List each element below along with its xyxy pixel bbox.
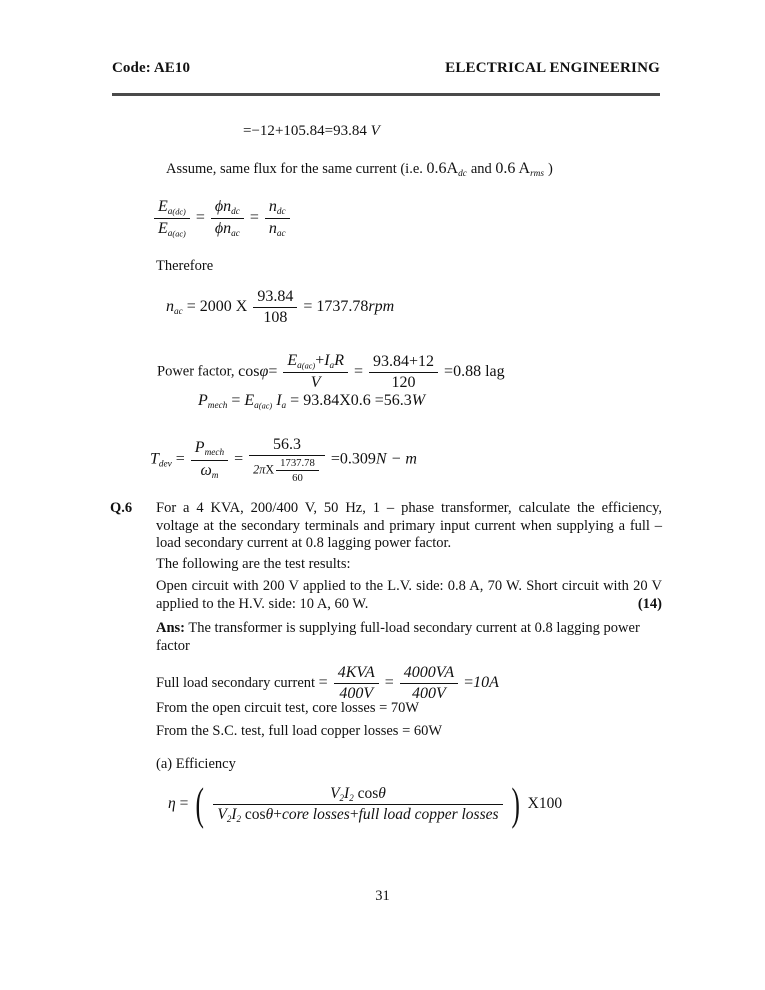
tdev-equals-2: = bbox=[234, 450, 244, 468]
header-code: Code: AE10 bbox=[112, 60, 191, 76]
nac-lhs: n bbox=[166, 298, 174, 316]
tdev-omega-sub: m bbox=[211, 470, 219, 481]
tdev-equals-1: = bbox=[175, 450, 185, 468]
tdev-result: 0.309 bbox=[339, 450, 376, 468]
ratio-n2-den-sub: ac bbox=[276, 229, 286, 240]
ratio-n-num: n bbox=[223, 198, 232, 215]
nac-frac-den: 108 bbox=[263, 309, 288, 326]
therefore-label: Therefore bbox=[156, 258, 214, 274]
equation-emf-result bbox=[243, 123, 380, 140]
ratio-E-num-sub-dc: (dc) bbox=[172, 207, 186, 217]
eff-num-I: I bbox=[344, 785, 350, 802]
eff-den-plus1: + bbox=[273, 806, 282, 823]
pf-E: E bbox=[287, 352, 298, 369]
eff-den-cos: cos bbox=[244, 806, 266, 823]
flsc-num1: 4KVA bbox=[334, 664, 379, 684]
nac-equals-1: = bbox=[186, 298, 196, 316]
flsc-result: 10A bbox=[473, 674, 499, 692]
tdev-lhs: T bbox=[150, 450, 159, 468]
tdev-inner-den: 60 bbox=[292, 472, 303, 484]
ratio-E-den-sub-ac: (ac) bbox=[172, 229, 186, 239]
eff-paren-open: ( bbox=[195, 778, 205, 830]
eff-den-V-sub: 2 bbox=[226, 813, 232, 824]
answer-intro-text: The transformer is supplying full-load secondary current at 0.8 lagging power factor bbox=[156, 620, 640, 654]
pf-den2: 120 bbox=[391, 373, 416, 391]
eff-hundred: 100 bbox=[538, 795, 563, 813]
page-number: 31 bbox=[375, 888, 390, 904]
ratio-n-den: n bbox=[223, 220, 232, 238]
pmech-v1: 93.84 bbox=[303, 392, 340, 409]
pmech-equals-1: = bbox=[231, 392, 241, 409]
eq1-value-105: 105.84 bbox=[283, 123, 325, 139]
pmech-I-sub: a bbox=[281, 401, 287, 412]
eff-num-V: V bbox=[330, 785, 340, 802]
assume-flux-line bbox=[166, 160, 646, 184]
pmech-E: E bbox=[244, 392, 255, 409]
pf-equals-3: = bbox=[444, 362, 454, 380]
pmech-E-sub-ac: (ac) bbox=[258, 401, 273, 411]
pf-R: R bbox=[334, 352, 344, 369]
pf-lag: lag bbox=[485, 362, 505, 380]
equation-full-load-current bbox=[156, 664, 499, 703]
pf-I-sub: a bbox=[329, 361, 335, 372]
eff-num-theta: θ bbox=[378, 785, 386, 802]
pf-num2: 93.84+12 bbox=[369, 353, 438, 373]
flsc-equals-2: = bbox=[384, 674, 394, 692]
ratio-phi-num: ϕ bbox=[214, 198, 224, 215]
pf-V: V bbox=[310, 374, 321, 392]
ratio-phi-den: ϕ bbox=[214, 220, 224, 238]
equation-n-ac bbox=[166, 288, 394, 327]
nac-frac-num: 93.84 bbox=[253, 288, 297, 308]
assume-rms-subscript: rms bbox=[530, 169, 544, 180]
pf-E-sub-ac: (ac) bbox=[301, 361, 316, 371]
eff-den-copper: full load copper losses bbox=[358, 806, 499, 823]
pmech-equals-2: = bbox=[290, 392, 300, 409]
pf-cos: cos bbox=[238, 362, 260, 380]
tdev-lhs-sub: dev bbox=[158, 459, 172, 470]
eff-den-I-sub: 2 bbox=[236, 813, 242, 824]
pf-equals-1: = bbox=[268, 362, 278, 380]
pmech-unit: W bbox=[411, 392, 426, 409]
part-a-label: (a) Efficiency bbox=[156, 756, 236, 772]
eq1-minus12: −12 bbox=[251, 123, 275, 139]
eff-den-theta: θ bbox=[265, 806, 274, 823]
equation-emf-ratio bbox=[152, 198, 292, 239]
eq1-equals: = bbox=[243, 123, 252, 139]
header-subject: ELECTRICAL ENGINEERING bbox=[445, 60, 660, 76]
pmech-equals-3: = bbox=[374, 392, 384, 409]
eff-paren-close: ) bbox=[511, 778, 521, 830]
eff-times: X bbox=[527, 795, 539, 813]
pf-result: 0.88 bbox=[453, 362, 482, 380]
assume-close-paren: ) bbox=[547, 161, 553, 177]
pmech-v2: 0.6 bbox=[350, 392, 371, 409]
tdev-P-sub: mech bbox=[204, 448, 225, 459]
ratio-n-den-sub: ac bbox=[231, 229, 240, 240]
pf-label: Power factor, bbox=[157, 363, 235, 380]
ratio-equals-2: = bbox=[249, 209, 259, 227]
eq1-equals-2: = bbox=[324, 123, 334, 139]
tdev-P: P bbox=[194, 439, 205, 457]
test-results-block bbox=[156, 578, 662, 613]
eff-equals: = bbox=[179, 795, 189, 813]
question-number: Q.6 bbox=[110, 500, 133, 516]
flsc-den1: 400V bbox=[339, 685, 374, 702]
pmech-lhs: P bbox=[198, 392, 208, 409]
flsc-label: Full load secondary current bbox=[156, 675, 316, 692]
tdev-den-times: X bbox=[265, 462, 275, 477]
pf-equals-2: = bbox=[353, 362, 363, 380]
eq1-plus: + bbox=[274, 123, 284, 139]
nac-2000: 2000 bbox=[199, 298, 232, 316]
flsc-num2: 4000VA bbox=[400, 664, 458, 684]
eq1-unit-volt: V bbox=[370, 123, 380, 139]
answer-label: Ans: bbox=[156, 620, 186, 636]
equation-power-factor bbox=[157, 352, 505, 392]
flsc-den2: 400V bbox=[412, 685, 446, 702]
ratio-n2-den: n bbox=[268, 220, 277, 238]
tdev-num2: 56.3 bbox=[249, 436, 325, 456]
flsc-equals-1: = bbox=[318, 674, 328, 692]
pf-phi: φ bbox=[259, 362, 269, 380]
assume-rms-value: 0.6 A bbox=[495, 160, 531, 177]
ratio-n2-num-sub: dc bbox=[276, 207, 286, 218]
tdev-inner-num: 1737.78 bbox=[276, 457, 319, 471]
eq1-value-93: 93.84 bbox=[333, 123, 367, 139]
eff-den-plus2: + bbox=[349, 806, 359, 823]
answer-intro-block bbox=[156, 620, 662, 655]
assume-text: Assume, same flux for the same current (i.e. bbox=[166, 161, 423, 177]
pf-E-sub-a: a bbox=[297, 361, 302, 372]
tdev-unit: N − m bbox=[375, 450, 417, 468]
ratio-n2-num: n bbox=[268, 198, 277, 215]
nac-result: 1737.78 bbox=[316, 298, 369, 316]
tdev-equals-3: = bbox=[330, 450, 340, 468]
eff-num-I-sub: 2 bbox=[349, 792, 354, 803]
tdev-2pi: 2π bbox=[253, 462, 266, 477]
test-results-text: Open circuit with 200 V applied to the L.V. side: 0.8 A, 70 W. Short circuit with 20 V applied to the H.V. side: 10 A, 60 W. bbox=[156, 578, 662, 612]
ratio-equals-1: = bbox=[195, 209, 205, 227]
nac-equals-2: = bbox=[303, 298, 313, 316]
assume-dc-subscript: dc bbox=[458, 169, 467, 180]
assume-and: and bbox=[470, 161, 492, 177]
eff-eta: η bbox=[168, 795, 176, 813]
nac-unit: rpm bbox=[368, 298, 395, 316]
equation-t-dev bbox=[150, 436, 417, 484]
nac-times: X bbox=[235, 298, 248, 316]
header-divider bbox=[112, 93, 660, 96]
eff-num-cos: cos bbox=[357, 785, 379, 802]
nac-lhs-sub: ac bbox=[174, 307, 183, 318]
ratio-E-num-sub-a: a bbox=[167, 207, 173, 218]
ratio-E-den: E bbox=[158, 220, 168, 238]
ratio-E-den-sub-a: a bbox=[167, 229, 173, 240]
assume-dc-value: 0.6A bbox=[426, 160, 459, 177]
pmech-lhs-sub: mech bbox=[207, 401, 228, 412]
pmech-result: 56.3 bbox=[383, 392, 412, 409]
eff-num-V-sub: 2 bbox=[339, 792, 345, 803]
pf-plus: + bbox=[315, 352, 325, 369]
equation-p-mech bbox=[198, 392, 425, 411]
test-results-intro: The following are the test results: bbox=[156, 556, 351, 572]
pmech-E-sub-a: a bbox=[254, 401, 259, 412]
equation-efficiency bbox=[168, 778, 563, 830]
question-marks: (14) bbox=[637, 595, 662, 612]
question-text: For a 4 KVA, 200/400 V, 50 Hz, 1 – phase transformer, calculate the efficiency, voltage at the secondary terminals and primary input current when supplying a full – load secondary current at 0.8 lagging power factor. bbox=[156, 500, 662, 552]
pmech-times: X bbox=[339, 392, 351, 409]
pmech-I: I bbox=[276, 392, 282, 409]
ratio-n-num-sub: dc bbox=[231, 207, 240, 218]
pf-I: I bbox=[324, 352, 330, 369]
flsc-equals-3: = bbox=[464, 674, 474, 692]
question-q6 bbox=[110, 500, 662, 553]
tdev-omega: ω bbox=[200, 461, 212, 479]
eff-den-core: core losses bbox=[281, 806, 350, 823]
eff-den-V: V bbox=[217, 806, 227, 823]
core-losses-line: From the open circuit test, core losses = 70W bbox=[156, 700, 420, 716]
page-header bbox=[112, 60, 660, 77]
eff-den-I: I bbox=[231, 806, 237, 823]
ratio-E-num: E bbox=[158, 198, 168, 215]
copper-losses-line: From the S.C. test, full load copper losses = 60W bbox=[156, 723, 443, 739]
